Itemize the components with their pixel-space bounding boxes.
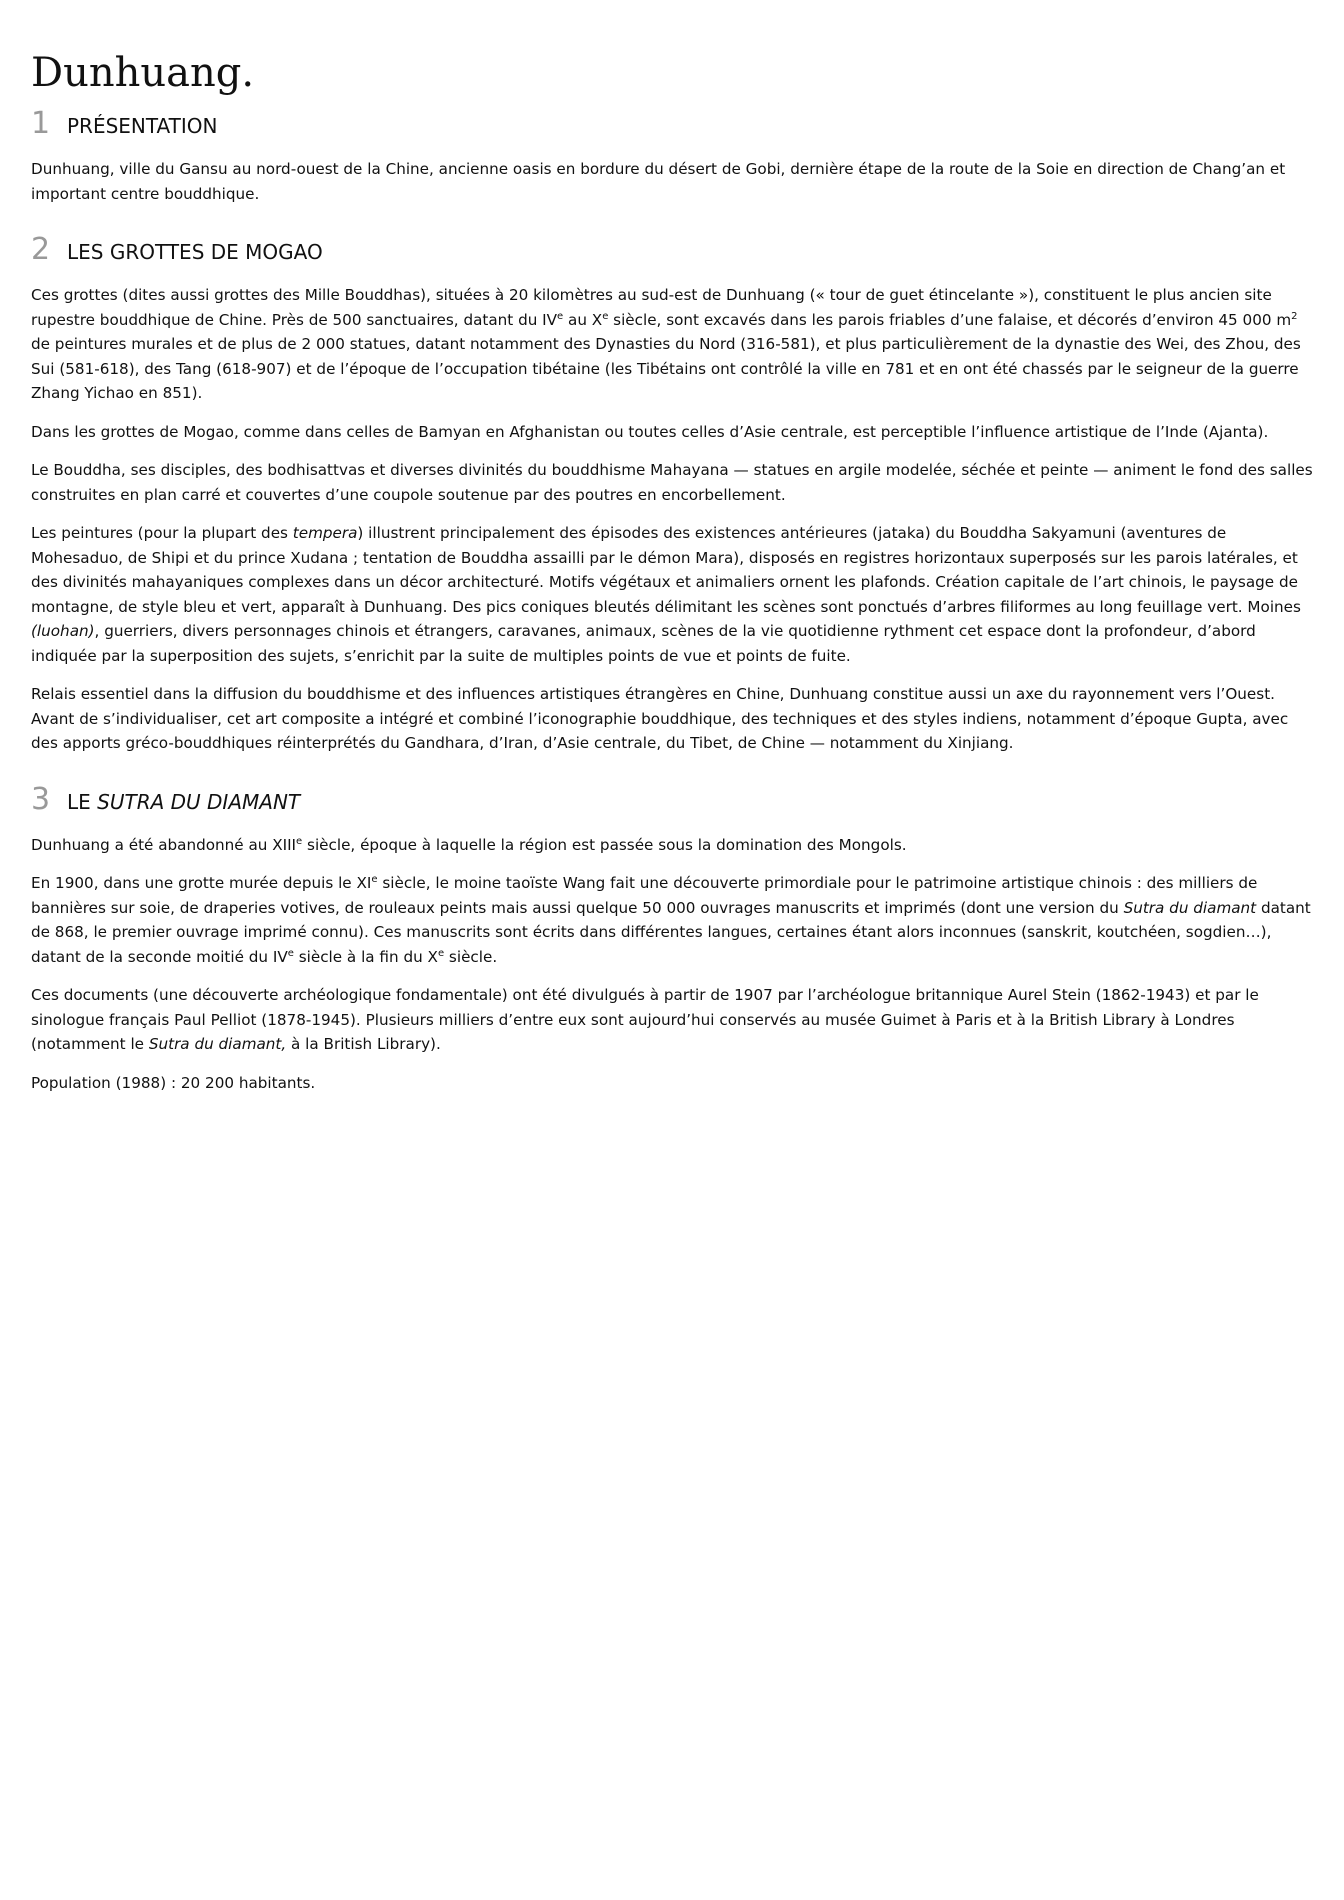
paragraph: Les peintures (pour la plupart des tempera) illustrent principalement des épisodes des existences antérieures (jataka) du Bouddha Sakyamuni (aventures de Mohesaduo, de Shipi et du prince Xudana ; tentation de Bouddha assailli par le démon Mara), disposés en registres horizontaux superposés sur les parois latérales, et des divinités mahayaniques complexes dans un décor architecturé. Motifs végétaux et animaliers ornent les plafonds. Création capitale de l’art chinois, le paysage de montagne, de style bleu et vert, apparaît à Dunhuang. Des pics coniques bleutés délimitant les scènes sont ponctués d’arbres filiformes au long feuillage vert. Moines (luohan), guerriers, divers personnages chinois et étrangers, caravanes, animaux, scènes de la vie quotidienne rythment cet espace dont la profondeur, d’abord indiquée par la superposition des sujets, s’enrichit par la suite de multiples points de vue et points de fuite. (31, 524, 1301, 665)
section-body-sutra-du-diamant (31, 833, 1313, 1096)
paragraph: Dunhuang a été abandonné au XIIIe siècle, époque à laquelle la région est passée sous la domination des Mongols. (31, 835, 907, 854)
section-title: LES GROTTES DE MOGAO (67, 240, 323, 264)
document-page (31, 40, 1313, 1109)
population-note: Population (1988) : 20 200 habitants. (31, 1073, 316, 1092)
paragraph: Ces documents (une découverte archéologique fondamentale) ont été divulgués à partir de 1907 par l’archéologue britannique Aurel Stein (1862-1943) et par le sinologue français Paul Pelliot (1878-1945). Plusieurs milliers d’entre eux sont aujourd’hui conservés au musée Guimet à Paris et à la British Library à Londres (notamment le Sutra du diamant, à la British Library). (31, 986, 1259, 1053)
section-body-presentation (31, 157, 1313, 206)
section-heading-grottes-de-mogao (31, 230, 1313, 269)
paragraph: Le Bouddha, ses disciples, des bodhisattvas et diverses divinités du bouddhisme Mahayana — statues en argile modelée, séchée et peinte — animent le fond des salles construites en plan carré et couvertes d’une coupole soutenue par des poutres en encorbellement. (31, 461, 1313, 504)
paragraph: Dans les grottes de Mogao, comme dans celles de Bamyan en Afghanistan ou toutes celles d’Asie centrale, est perceptible l’influence artistique de l’Inde (Ajanta). (31, 422, 1269, 441)
section-title: LE SUTRA DU DIAMANT (67, 789, 301, 814)
section-number: 2 (31, 232, 51, 267)
paragraph: En 1900, dans une grotte murée depuis le XIe siècle, le moine taoïste Wang fait une découverte primordiale pour le patrimoine artistique chinois : des milliers de bannières sur soie, de draperies votives, de rouleaux peints mais aussi quelque 50 000 ouvrages manuscrits et imprimés (dont une version du Sutra du diamant datant de 868, le premier ouvrage imprimé connu). Ces manuscrits sont écrits dans différentes langues, certaines étant alors inconnues (sanskrit, koutchéen, sogdien…), datant de la seconde moitié du IVe siècle à la fin du Xe siècle. (31, 873, 1311, 966)
section-number: 1 (31, 106, 51, 141)
section-heading-presentation (31, 104, 1313, 143)
page-title: Dunhuang. (31, 50, 255, 96)
section-number: 3 (31, 781, 51, 817)
section-body-grottes-de-mogao (31, 283, 1313, 756)
section-title: PRÉSENTATION (67, 114, 218, 138)
section-heading-sutra-du-diamant (31, 780, 1313, 819)
paragraph: Ces grottes (dites aussi grottes des Mille Bouddhas), situées à 20 kilomètres au sud-est de Dunhuang (« tour de guet étincelante »), constituent le plus ancien site rupestre bouddhique de Chine. Près de 500 sanctuaires, datant du IVe au Xe siècle, sont excavés dans les parois friables d’une falaise, et décorés d’environ 45 000 $m^2$ de peintures murales et de plus de 2 000 statues, datant notamment des Dynasties du Nord (316-581), et plus particulièrement de la dynastie des Wei, des Zhou, des Sui (581-618), des Tang (618-907) et de l’époque de l’occupation tibétaine (les Tibétains ont contrôlé la ville en 781 et en ont été chassés par le seigneur de la guerre Zhang Yichao en 851). (31, 286, 1301, 402)
paragraph: Dunhuang, ville du Gansu au nord-ouest de la Chine, ancienne oasis en bordure du désert de Gobi, dernière étape de la route de la Soie en direction de Chang’an et important centre bouddhique. (31, 160, 1286, 203)
paragraph: Relais essentiel dans la diffusion du bouddhisme et des influences artistiques étrangères en Chine, Dunhuang constitue aussi un axe du rayonnement vers l’Ouest. Avant de s’individualiser, cet art composite a intégré et combiné l’iconographie bouddhique, des techniques et des styles indiens, notamment d’époque Gupta, avec des apports gréco-bouddhiques réinterprétés du Gandhara, d’Iran, d’Asie centrale, du Tibet, de Chine — notamment du Xinjiang. (31, 685, 1289, 752)
